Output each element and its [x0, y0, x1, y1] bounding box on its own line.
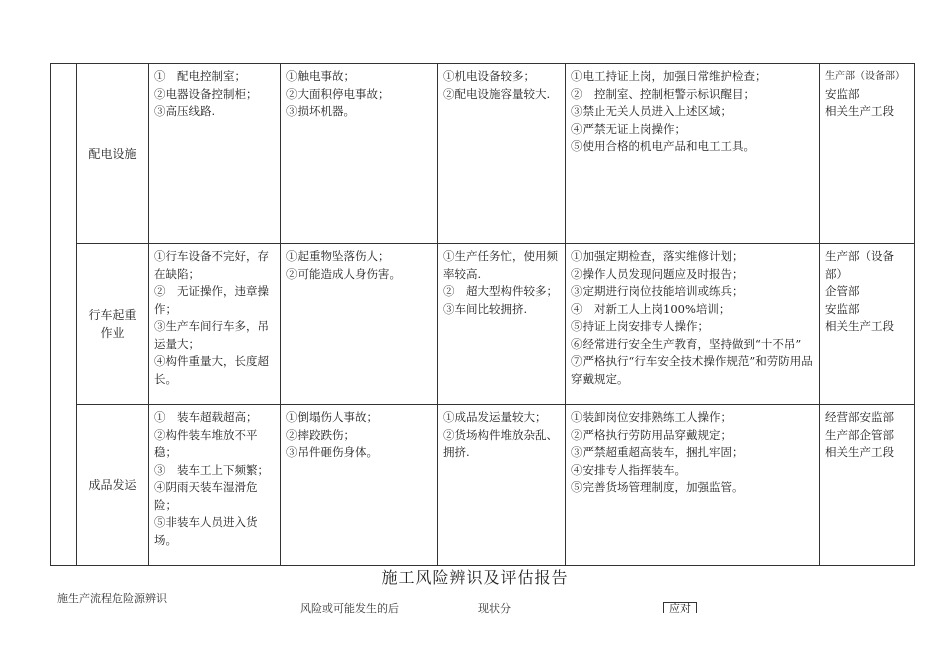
category-cell: 成品发运	[77, 405, 149, 566]
sources-cell	[149, 405, 281, 566]
source-item: ③生产车间行车多，吊运量大；	[154, 319, 269, 351]
accident-item: ②摔跤跌伤；	[286, 427, 355, 442]
department-item: 生产部（设备部）	[825, 71, 905, 82]
reason-item: ② 超大型构件较多；	[443, 284, 558, 298]
measure-item: ⑤持证上岗安排专人操作；	[571, 319, 709, 333]
measure-item: ② 控制室、控制柜警示标识醒目；	[571, 86, 755, 101]
measure-item: ③严禁超重超高装车，捆扎牢固；	[571, 445, 744, 459]
source-item: ①行车设备不完好，存在缺陷；	[154, 249, 269, 281]
accident-item: ①触电事故；	[286, 69, 355, 83]
clipped-header-left: 施生产流程危险源辨识	[57, 592, 167, 605]
source-item: ③ 装车工上下频繁；	[154, 462, 269, 477]
measure-item: ⑦严格执行“行车安全技术操作规范”和劳防用品穿戴规定。	[571, 354, 813, 386]
accident-item: ③损坏机器。	[286, 104, 355, 118]
source-item: ② 无证操作，违章操作；	[154, 284, 269, 316]
source-item: ④构件重量大，长度超长。	[154, 354, 269, 386]
measures-cell	[566, 64, 820, 244]
department-item: 相关生产工段	[825, 445, 894, 459]
risk-table	[50, 63, 915, 566]
department-item: 生产部（设备部）	[825, 249, 894, 281]
department-item: 相关生产工段	[825, 319, 894, 333]
sources-cell	[149, 64, 281, 244]
index-column	[51, 64, 77, 566]
accidents-cell	[281, 405, 438, 566]
measure-item: ⑥经常进行安全生产教育，坚持做到“十不吊”	[571, 336, 802, 351]
measure-item: ②严格执行劳防用品穿戴规定；	[571, 427, 732, 442]
reasons-cell	[438, 244, 566, 405]
measure-item: ⑤完善货场管理制度，加强监管。	[571, 480, 744, 494]
department-item: 相关生产工段	[825, 104, 894, 118]
department-item: 经营部安监部	[825, 410, 894, 424]
departments-cell	[820, 405, 915, 566]
reason-item: ①机电设备较多；	[443, 69, 535, 83]
reason-item: ③车间比较拥挤.	[443, 301, 528, 316]
clipped-header-mid: 风险或可能发生的后	[300, 602, 399, 615]
accident-item: ①起重物坠落伤人；	[286, 249, 390, 263]
measures-cell	[566, 405, 820, 566]
clipped-header-right: 现状分	[478, 602, 511, 615]
measure-item: ④安排专人指挥装车。	[571, 462, 686, 477]
department-item: 企管部	[825, 284, 860, 298]
measure-item: ④严禁无证上岗操作；	[571, 121, 686, 136]
measure-item: ④ 对新工人上岗100%培训；	[571, 301, 731, 316]
table-row	[51, 244, 915, 405]
reasons-cell	[438, 405, 566, 566]
source-item: ⑤非装车人员进入货场。	[154, 515, 258, 547]
accident-item: ①倒塌伤人事故；	[286, 410, 378, 424]
measure-item: ①装卸岗位安排熟练工人操作；	[571, 410, 732, 424]
accident-item: ②可能造成人身伤害。	[286, 266, 401, 281]
category-cell: 行车起重作业	[77, 244, 149, 405]
source-item: ① 配电控制室；	[154, 69, 246, 83]
source-item: ④阴雨天装车湿滑危险；	[154, 480, 258, 512]
table-row	[51, 64, 915, 244]
measure-item: ①电工持证上岗，加强日常维护检查；	[571, 69, 767, 83]
reason-item: ②配电设施容量较大.	[443, 86, 551, 101]
department-item: 安监部	[825, 301, 860, 316]
measure-item: ③禁止无关人员进入上述区域；	[571, 104, 732, 118]
reason-item: ②货场构件堆放杂乱、拥挤.	[443, 427, 558, 459]
sources-cell	[149, 244, 281, 405]
measure-item: ①加强定期检查，落实维修计划；	[571, 249, 744, 263]
source-item: ②电器设备控制柜；	[154, 86, 258, 101]
table-row	[51, 405, 915, 566]
clipped-header-box: 应对	[663, 602, 697, 613]
measures-cell	[566, 244, 820, 405]
department-item: 生产部企管部	[825, 427, 894, 442]
source-item: ②构件装车堆放不平稳；	[154, 427, 258, 459]
departments-cell	[820, 244, 915, 405]
category-cell: 配电设施	[77, 64, 149, 244]
page-title: 施工风险辨识及评估报告	[381, 568, 569, 587]
accidents-cell	[281, 244, 438, 405]
reasons-cell	[438, 64, 566, 244]
reason-item: ①生产任务忙，使用频率较高.	[443, 249, 558, 281]
measure-item: ③定期进行岗位技能培训或练兵；	[571, 284, 744, 298]
departments-cell	[820, 64, 915, 244]
accidents-cell	[281, 64, 438, 244]
accident-item: ②大面积停电事故；	[286, 86, 390, 101]
reason-item: ①成品发运量较大；	[443, 410, 547, 424]
measure-item: ⑤使用合格的机电产品和电工工具。	[571, 139, 755, 153]
source-item: ① 装车超载超高；	[154, 410, 258, 424]
accident-item: ③吊件砸伤身体。	[286, 445, 378, 459]
source-item: ③高压线路.	[154, 104, 216, 118]
department-item: 安监部	[825, 86, 860, 101]
measure-item: ②操作人员发现问题应及时报告；	[571, 266, 744, 281]
